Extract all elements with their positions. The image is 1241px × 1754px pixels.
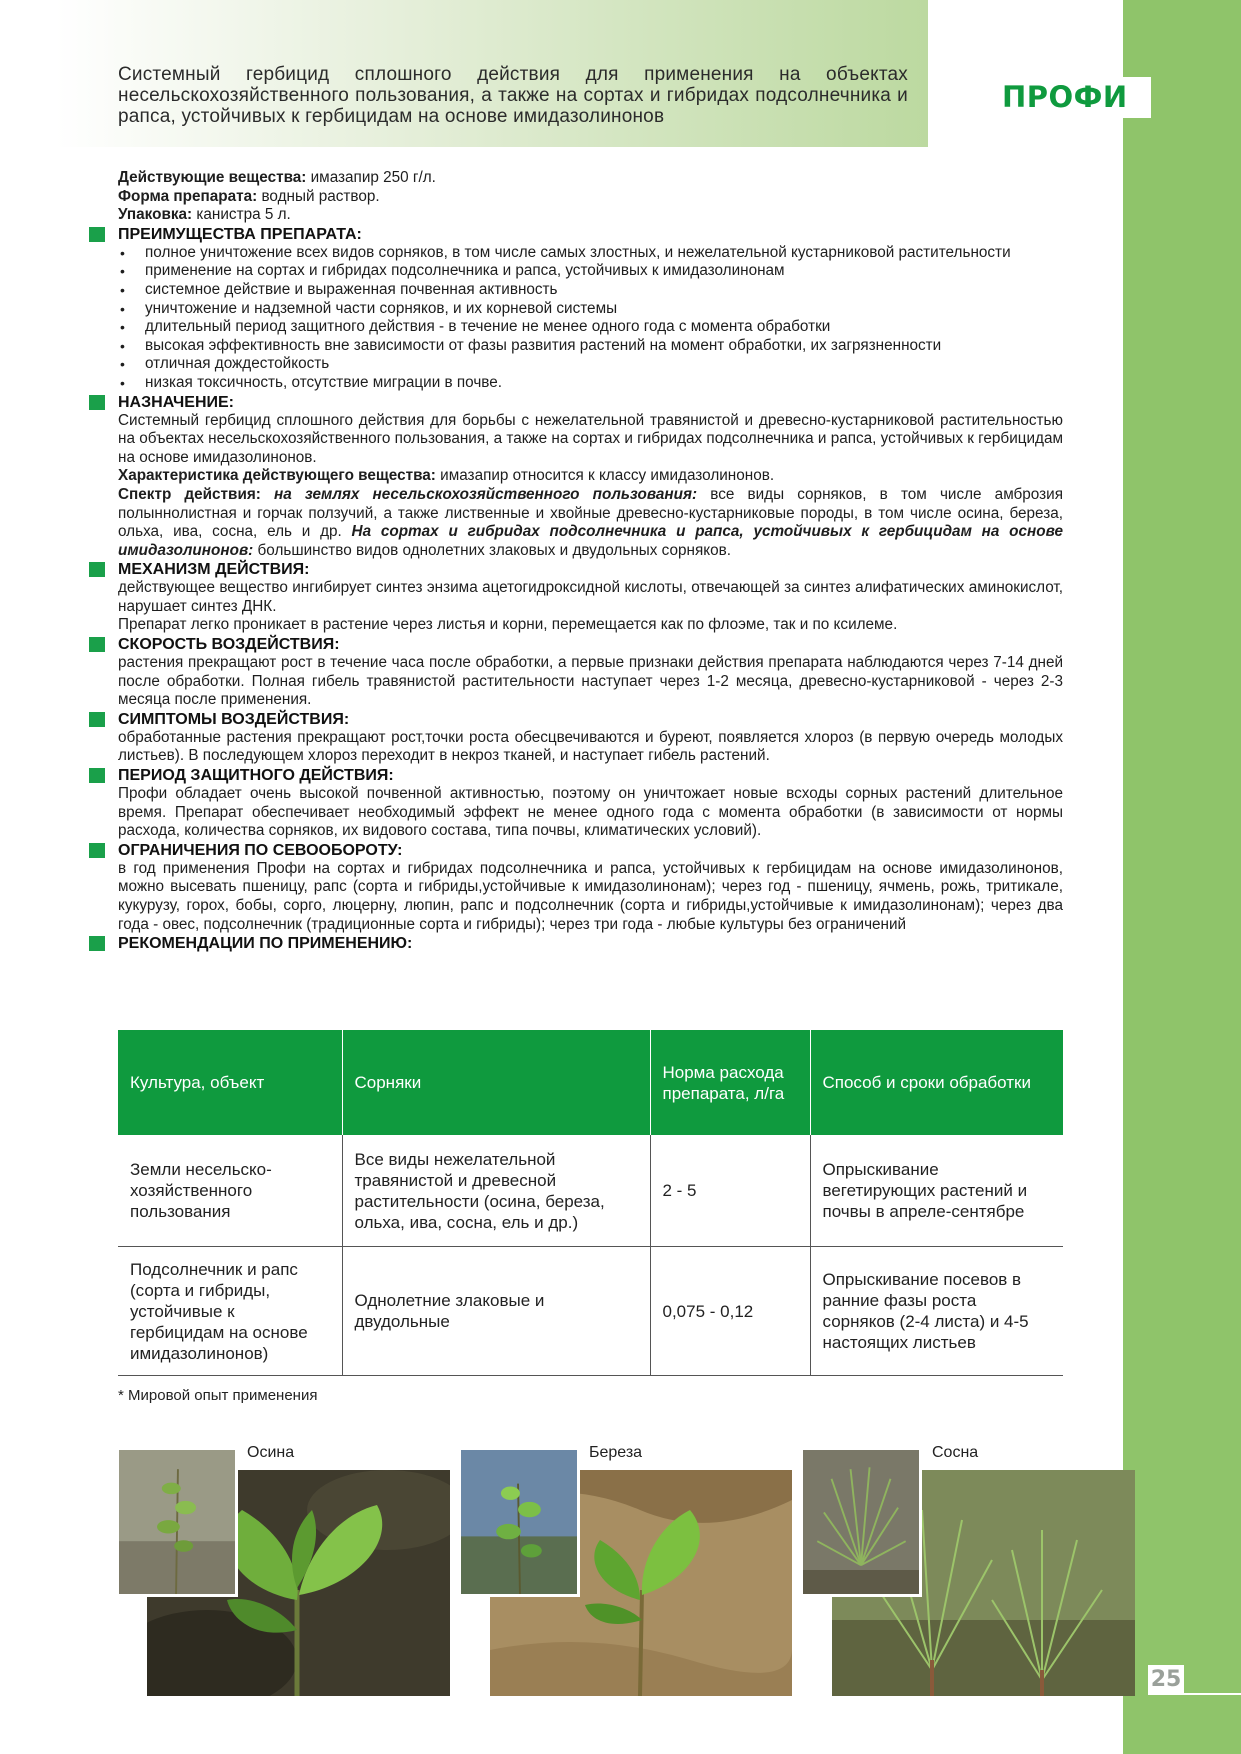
symptoms-text: обработанные растения прекращают рост,точки роста обесцвечиваются и буреют, появляется хлороз (в первую очередь молодых листьев). В последующем хлороз переходит в некроз тканей, и наступает гибель растений. [118, 728, 1063, 765]
brand-tab [984, 77, 1151, 118]
recommendations-table [118, 1030, 1063, 1376]
table-cell: 0,075 - 0,12 [650, 1247, 810, 1376]
table-cell: Подсолнечник и рапс (сорта и гибриды, устойчивые к гербицидам на основе имидазолинонов) [118, 1247, 342, 1376]
page-number-rule [1184, 1693, 1241, 1695]
section-title-rotation: ОГРАНИЧЕНИЯ ПО СЕВООБОРОТУ: [118, 841, 1063, 860]
list-item: • отличная дождестойкость [118, 355, 1063, 374]
list-item: • системное действие и выраженная почвенная активность [118, 281, 1063, 300]
section-title-recommendations: РЕКОМЕНДАЦИИ ПО ПРИМЕНЕНИЮ: [118, 934, 1063, 953]
header-lead-text: Системный гербицид сплошного действия для применения на объектах несельскохозяйственного пользования, а также на сортах и гибридах подсолнечника и рапса, устойчивых к гербицидам на основе имидазолинонов [118, 64, 908, 127]
table-cell: Опрыскивание посевов в ранние фазы роста сорняков (2-4 листа) и 4-5 настоящих листьев [810, 1247, 1063, 1376]
purpose-characteristic: Характеристика действующего вещества: имазапир относится к классу имидазолинонов. [118, 467, 775, 485]
brand-name: ПРОФИ [1002, 80, 1128, 114]
section-title-purpose: НАЗНАЧЕНИЕ: [118, 393, 1063, 412]
list-item: • полное уничтожение всех видов сорняков, в том числе самых злостных, и нежелательной кустарниковой растительности [118, 244, 1063, 263]
table-header-cell: Способ и сроки обработки [810, 1030, 1063, 1135]
mechanism-text-2: Препарат легко проникает в растение через листья и корни, перемещается как по флоэме, так и по ксилеме. [118, 616, 898, 634]
header-banner [0, 0, 928, 147]
protection-text: Профи обладает очень высокой почвенной активностью, поэтому он уничтожает новые всходы сорных растений длительное время. Препарат обеспечивает необходимый эффект не менее одного года с момента обработки (в зависимости от нормы расхода, количества сорняков, их видового состава, типа почвы, климатических условий). [118, 785, 1063, 840]
list-item: • высокая эффективность вне зависимости от фазы развития растений на момент обработки, их загрязненности [118, 337, 1063, 356]
info-active: Действующие вещества: имазапир 250 г/л. [118, 169, 436, 186]
list-item: • применение на сортах и гибридах подсолнечника и рапса, устойчивых к имидазолинонам [118, 262, 1063, 281]
table-cell: Земли несельско-хозяйственного пользования [118, 1135, 342, 1247]
table-cell: Опрыскивание вегетирующих растений и почвы в апреле-сентябре [810, 1135, 1063, 1247]
list-item: • длительный период защитного действия - в течение не менее одного года с момента обработки [118, 318, 1063, 337]
purpose-text: Системный гербицид сплошного действия для борьбы с нежелательной травянистой и древесно-кустарниковой растительностью на объектах несельскохозяйственного пользования, а также на сортах и гибридах подсолнечника и рапса, устойчивых к гербицидам на основе имидазолинонов. [118, 411, 1063, 466]
table-cell: 2 - 5 [650, 1135, 810, 1247]
info-pack: Упаковка: канистра 5 л. [118, 206, 291, 224]
photo-caption-aspen: Осина [247, 1444, 295, 1461]
table-header-cell: Культура, объект [118, 1030, 342, 1135]
table-header-cell: Сорняки [342, 1030, 650, 1135]
photo-pine-small [800, 1447, 922, 1597]
photo-birch-small [458, 1447, 580, 1597]
table-footnote: * Мировой опыт применения [118, 1387, 318, 1404]
mechanism-text-1: действующее вещество ингибирует синтез энзима ацетогидроксидной кислоты, отвечающей за синтез алифатических аминокислот, нарушает синтез ДНК. [118, 579, 1063, 615]
rotation-text: в год применения Профи на сортах и гибридах подсолнечника и рапса, устойчивых к гербицидам на основе имидазолинонов, можно высевать пшеницу, рапс (сорта и гибриды,устойчивые к имидазолинонам); через год - пшеницу, ячмень, рожь, тритикале, кукурузу, горох, бобы, сорго, люцерну, люпин, рапс и подсолнечник (сорта и гибриды,устойчивые к имидазолинонам); через два года - овес, подсолнечник (традиционные сорта и гибриды); через три года - любые культуры без ограничений [118, 859, 1063, 933]
main-content [118, 169, 1063, 953]
section-title-speed: СКОРОСТЬ ВОЗДЕЙСТВИЯ: [118, 635, 1063, 654]
photo-caption-birch: Береза [589, 1444, 643, 1461]
photo-aspen-small [116, 1447, 238, 1597]
table-header-row [118, 1030, 1063, 1135]
page-number: 25 [1148, 1665, 1184, 1695]
list-item: • низкая токсичность, отсутствие миграции в почве. [118, 374, 1063, 393]
photo-caption-pine: Сосна [932, 1444, 979, 1461]
list-item: • уничтожение и надземной части сорняков, и их корневой системы [118, 300, 1063, 319]
table-row [118, 1135, 1063, 1247]
speed-text: растения прекращают рост в течение часа после обработки, а первые признаки действия препарата наблюдаются через 7-14 дней после обработки. Полная гибель травянистой растительности наступает через 1-2 месяца, древесно-кустарниковой - через 2-3 месяца после применения. [118, 654, 1063, 709]
advantages-list [118, 244, 1063, 393]
section-title-mechanism: МЕХАНИЗМ ДЕЙСТВИЯ: [118, 560, 1063, 579]
right-decorative-band [1123, 0, 1241, 1754]
table-header-cell: Норма расхода препарата, л/га [650, 1030, 810, 1135]
table-cell: Все виды нежелательной травянистой и древесной растительности (осина, береза, ольха, ива, сосна, ель и др.) [342, 1135, 650, 1247]
section-title-advantages: ПРЕИМУЩЕСТВА ПРЕПАРАТА: [118, 225, 1063, 244]
table-row [118, 1247, 1063, 1376]
purpose-spectrum: Спектр действия: на землях несельскохозяйственного пользования: все виды сорняков, в том числе амброзия полыннолистная и горчак ползучий, а также лиственные и хвойные древесно-кустарниковые породы, в том числе осина, береза, ольха, ива, сосна, ель и др. На сортах и гибридах подсолнечника и рапса, устойчивых к гербицидам на основе имидазолинонов: большинство видов однолетних злаковых и двудольных сорняков. [118, 485, 1063, 559]
section-title-symptoms: СИМПТОМЫ ВОЗДЕЙСТВИЯ: [118, 710, 1063, 729]
info-form: Форма препарата: водный раствор. [118, 187, 380, 205]
table-cell: Однолетние злаковые и двудольные [342, 1247, 650, 1376]
section-title-protection: ПЕРИОД ЗАЩИТНОГО ДЕЙСТВИЯ: [118, 766, 1063, 785]
